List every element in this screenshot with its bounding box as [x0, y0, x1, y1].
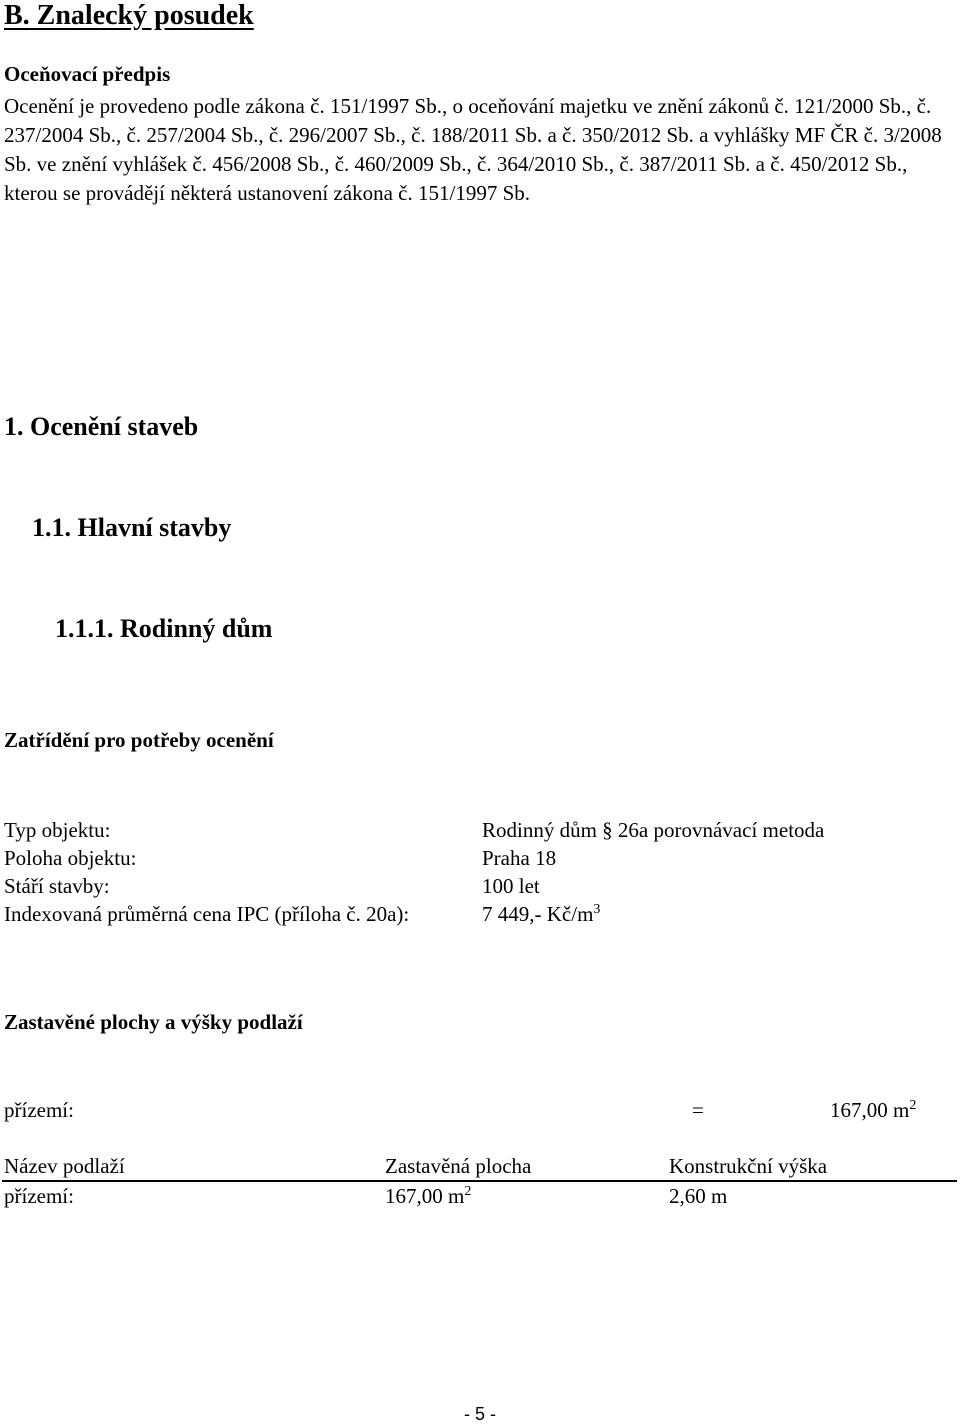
- valuation-rule-heading: Oceňovací předpis: [4, 62, 171, 86]
- section-heading-1-1-1: 1.1.1. Rodinný dům: [55, 614, 273, 643]
- ipc-label: Indexovaná průměrná cena IPC (příloha č. 20a):: [4, 902, 410, 926]
- object-type-value: Rodinný dům § 26a porovnávací metoda: [482, 818, 825, 842]
- section-heading-1: 1. Ocenění staveb: [4, 412, 199, 441]
- table-row-height: 2,60 m: [669, 1184, 728, 1208]
- summary-value-text: 167,00 m: [830, 1098, 910, 1122]
- table-header-height: Konstrukční výška: [669, 1154, 828, 1178]
- summary-value-sup: 2: [909, 1098, 917, 1113]
- section-heading-1-1: 1.1. Hlavní stavby: [32, 513, 232, 542]
- table-row-built-area-sup: 2: [464, 1184, 472, 1199]
- ipc-value-text: 7 449,- Kč/m: [482, 902, 594, 926]
- valuation-rule-text: Ocenění je provedeno podle zákona č. 151/1997 Sb., o oceňování majetku ve znění zákonů č. 121/2000 Sb., č. 237/2004 Sb., č. 257/2004 Sb., č. 296/2007 Sb., č. 188/2011 Sb. a č. 350/2012 Sb. a vyhlášky MF ČR č. 3/2008 Sb. ve znění vyhlášek č. 456/2008 Sb., č. 460/2009 Sb., č. 364/2010 Sb., č. 387/2011 Sb. a č. 450/2012 Sb., kterou se provádějí některá ustanovení zákona č. 151/1997 Sb.: [4, 94, 942, 205]
- table-row-built-area: [385, 1184, 471, 1209]
- table-row-built-area-text: 167,00 m: [385, 1184, 465, 1208]
- page-number: - 5 -: [464, 1404, 497, 1424]
- ipc-value-sup: 3: [593, 902, 601, 917]
- object-location-label: Poloha objektu:: [4, 846, 137, 870]
- table-header-built-area: Zastavěná plocha: [385, 1154, 532, 1178]
- document-title: B. Znalecký posudek: [4, 0, 254, 31]
- table-header-floor-name: Název podlaží: [4, 1154, 125, 1178]
- object-type-label: Typ objektu:: [4, 818, 111, 842]
- building-age-value: 100 let: [482, 874, 540, 898]
- object-location-value: Praha 18: [482, 846, 557, 870]
- summary-value: [830, 1098, 916, 1123]
- ipc-value: [482, 902, 600, 927]
- classification-heading: Zatřídění pro potřeby ocenění: [4, 728, 274, 752]
- building-age-label: Stáří stavby:: [4, 874, 110, 898]
- table-row-floor-name: přízemí:: [4, 1184, 74, 1208]
- table-divider: [2, 1180, 957, 1182]
- summary-equals: =: [692, 1098, 704, 1122]
- floor-areas-heading: Zastavěné plochy a výšky podlaží: [4, 1010, 303, 1034]
- summary-label: přízemí:: [4, 1098, 74, 1122]
